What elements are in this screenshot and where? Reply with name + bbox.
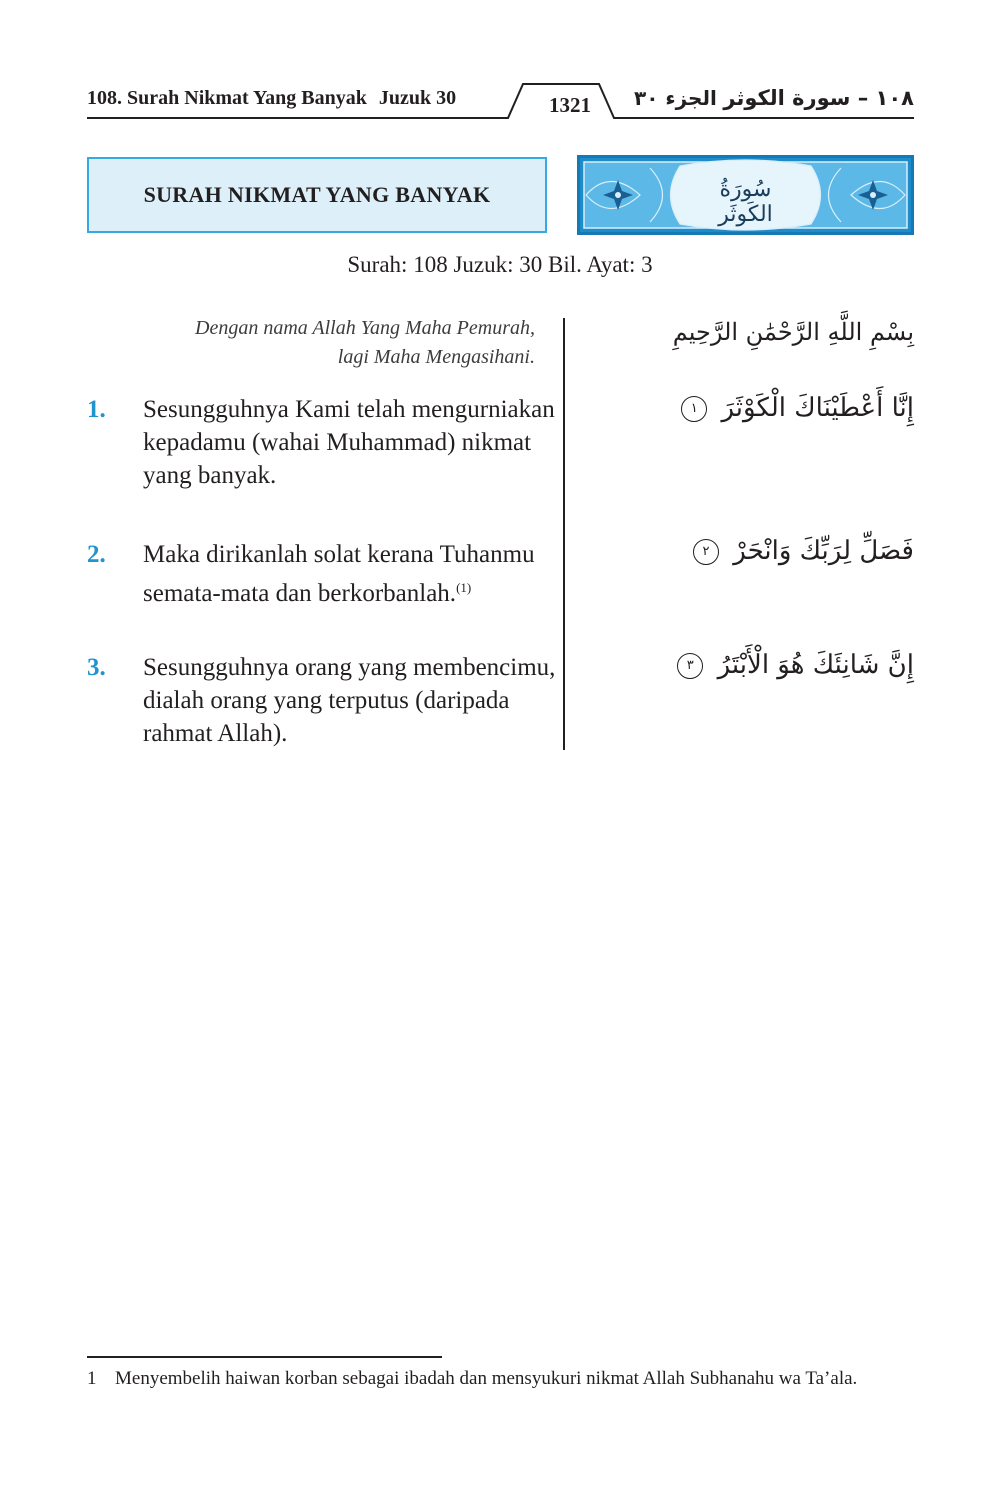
arabic-name-plate	[577, 155, 914, 235]
page-number: 1321	[549, 93, 591, 117]
header-juzuk: Juzuk 30	[378, 87, 457, 109]
verse-number: 2.	[87, 541, 106, 568]
header-arabic-surah: ١٠٨ – سورة الكوثر	[723, 86, 914, 110]
verse-text: Maka dirikanlah solat kerana Tuhanmu semata-mata dan berkorbanlah.$^{(1)}$	[143, 541, 535, 607]
basmalah-line-2: lagi Maha Mengasihani.	[337, 346, 535, 368]
ayah-number-mark: ١	[681, 396, 707, 422]
verse-arabic-text: إِنَّا أَعْطَيْنَاكَ الْكَوْثَرَ	[721, 393, 914, 423]
surah-info: Surah: 108 Juzuk: 30 Bil. Ayat: 3	[347, 252, 653, 277]
running-header	[87, 80, 914, 125]
arabic-surah-name: سُورَةُ الكَوثَر	[718, 177, 773, 227]
ayah-number-mark: ٢	[693, 539, 719, 565]
verse-3-arabic	[677, 650, 914, 680]
footnote-text: Menyembelih haiwan korban sebagai ibadah dan mensyukuri nikmat Allah Subhanahu wa Ta’ala.	[115, 1368, 858, 1389]
header-surah-title: 108. Surah Nikmat Yang Banyak Juzuk 30	[87, 87, 457, 109]
verse-2-arabic	[693, 536, 914, 566]
basmalah-line-1: Dengan nama Allah Yang Maha Pemurah,	[195, 317, 535, 339]
verse-arabic-text: فَصَلِّ لِرَبِّكَ وَانْحَرْ	[733, 536, 914, 566]
basmalah-arabic: بِسْمِ اللَّهِ الرَّحْمَٰنِ الرَّحِيمِ	[672, 318, 914, 346]
surah-title-box	[87, 157, 547, 233]
verse-number: 1.	[87, 396, 106, 423]
basmalah-translation	[100, 314, 535, 372]
verse-text: Sesungguhnya Kami telah mengurniakan kepadamu (wahai Muhammad) nikmat yang banyak.	[143, 396, 555, 489]
footnote-reference[interactable]: (1)	[456, 580, 472, 595]
footnote-separator	[87, 1356, 442, 1358]
header-arabic-juz: الجزء ٣٠	[634, 86, 717, 110]
verse-1-arabic	[681, 393, 914, 423]
surah-title: SURAH NIKMAT YANG BANYAK	[143, 182, 491, 207]
column-divider	[563, 318, 565, 750]
verse-text: Sesungguhnya orang yang membencimu, dialah orang yang terputus (daripada rahmat Allah).	[143, 654, 556, 747]
footnote-number: 1	[87, 1368, 97, 1389]
verse-number: 3.	[87, 654, 106, 681]
verse-arabic-text: إِنَّ شَانِئَكَ هُوَ الْأَبْتَرُ	[717, 650, 914, 680]
ayah-number-mark: ٣	[677, 653, 703, 679]
